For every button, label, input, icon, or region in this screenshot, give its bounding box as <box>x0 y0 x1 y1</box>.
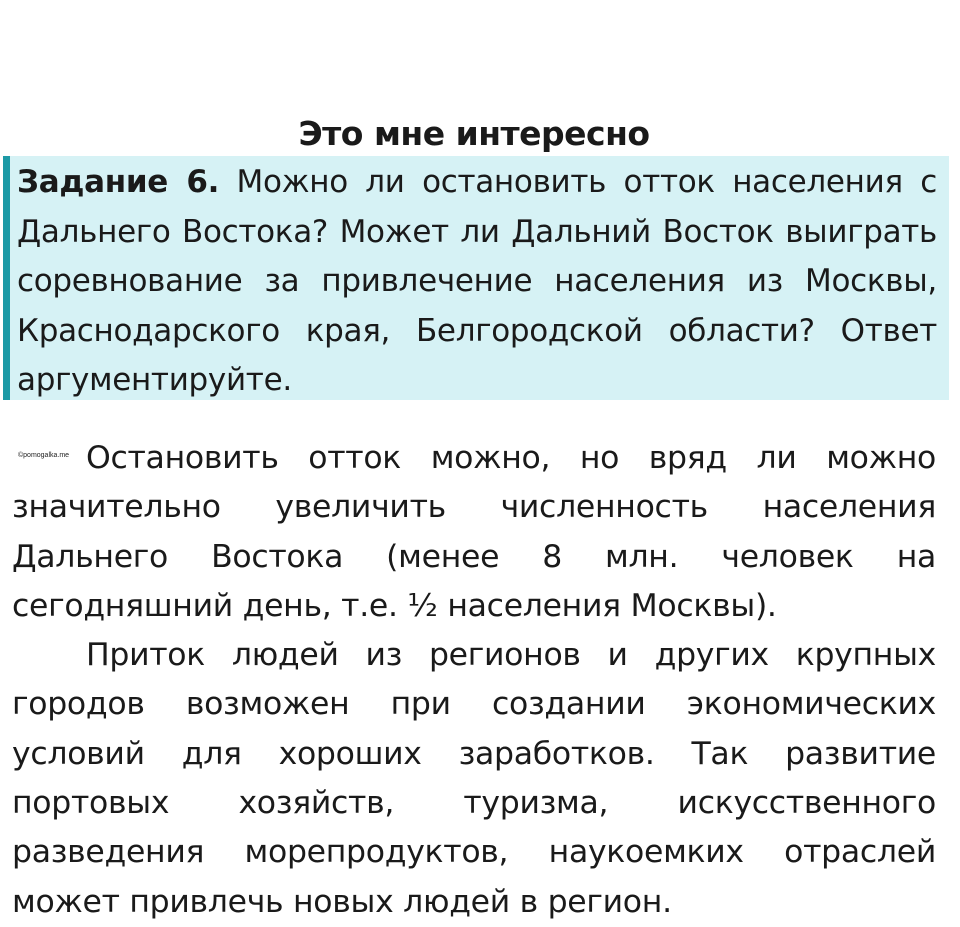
task-question: Можно ли остановить отток населения с Дальнего Востока? Может ли Дальний Восток выиграть соревнование за привлечение населения из Москвы, Краснодарского края, Белгородской области? Ответ аргументируйте. <box>17 164 938 398</box>
answer-paragraph: Остановить отток можно, но вряд ли можно значительно увеличить численность населения Дальнего Востока (менее 8 млн. человек на сегодняшний день, т.е. ½ населения Москвы). <box>12 440 936 624</box>
task-text <box>17 158 937 406</box>
answer-text <box>12 434 936 927</box>
page-title: Это мне интересно <box>298 114 650 154</box>
watermark: ©pomogalka.me <box>18 452 70 459</box>
answer-paragraph: Приток людей из регионов и других крупных городов возможен при создании экономических условий для хороших заработков. Так развитие портовых хозяйств, туризма, искусственного разведения морепродуктов, наукоемких отраслей может привлечь новых людей в регион. <box>12 637 936 920</box>
task-label: Задание 6. <box>17 164 220 200</box>
